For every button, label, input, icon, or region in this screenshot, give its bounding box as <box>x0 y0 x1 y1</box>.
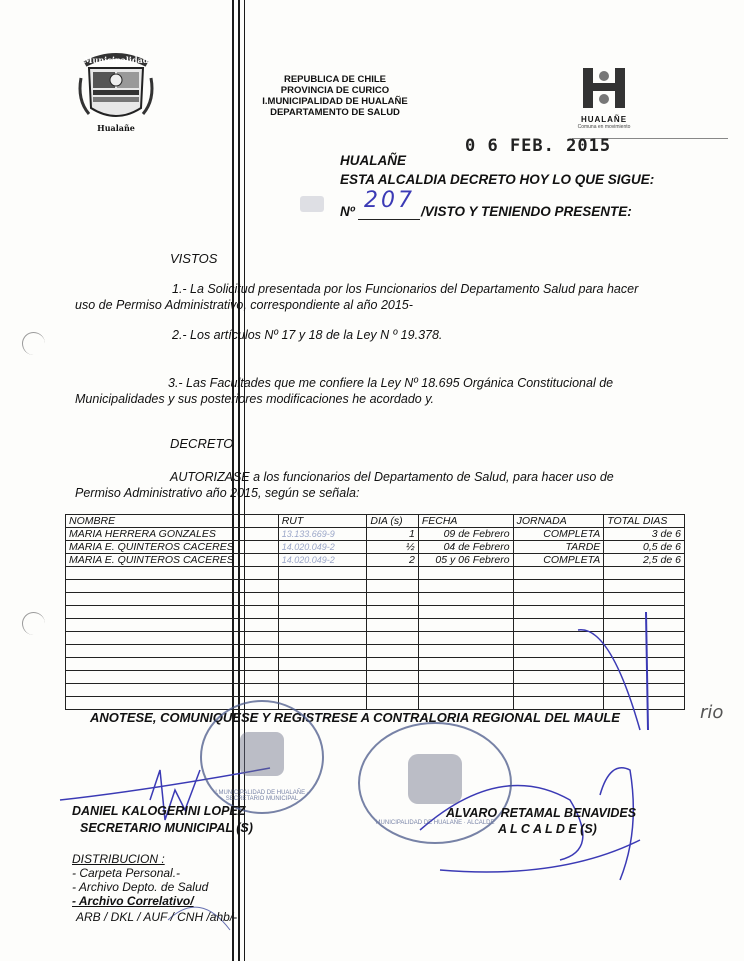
decree-intro: ESTA ALCALDIA DECRETO HOY LO QUE SIGUE: <box>340 172 655 187</box>
received-date-stamp: 0 6 FEB. 2015 <box>465 136 612 156</box>
vistos-p2: 2.- Los artículos Nº 17 y 18 de la Ley N º 19.378. <box>172 328 443 342</box>
brand-logo-tagline: Comuna en movimiento <box>577 124 631 130</box>
header-line: REPUBLICA DE CHILE <box>283 74 387 85</box>
mayor-seal <box>358 722 512 844</box>
table-header: FECHA <box>418 515 513 528</box>
cell-date: 09 de Febrero <box>418 528 513 541</box>
header-line: DEPARTAMENTO DE SALUD <box>270 107 400 118</box>
decreto-line2: Permiso Administrativo año 2015, según se señala: <box>75 486 360 500</box>
table-header: TOTAL DIAS <box>604 515 685 528</box>
seal-emblem <box>240 732 284 776</box>
brand-logo-name: HUALAÑE <box>580 115 628 124</box>
cell-total: 0,5 de 6 <box>604 541 685 554</box>
cell-total: 3 de 6 <box>604 528 685 541</box>
header-line: PROVINCIA DE CURICO <box>280 85 390 96</box>
cell-rut: 14.020.049-2 <box>278 554 367 567</box>
coat-bottom-text: Hualañe <box>97 123 135 133</box>
cell-shift: COMPLETA <box>513 528 604 541</box>
decree-visto: /VISTO Y TENIENDO PRESENTE: <box>421 204 632 219</box>
decreto-line1: AUTORIZASE a los funcionarios del Departamento de Salud, para hacer uso de <box>170 470 614 484</box>
vistos-p1-line1: 1.- La Solicitud presentada por los Funcionarios del Departamento Salud para hacer <box>172 282 639 296</box>
punch-hole-mark <box>22 612 45 635</box>
cell-total: 2,5 de 6 <box>604 554 685 567</box>
decreto-heading: DECRETO <box>170 436 234 451</box>
mayor-title: A L C A L D E (S) <box>498 822 597 836</box>
cell-date: 05 y 06 Febrero <box>418 554 513 567</box>
distribution-item: - Archivo Correlativo/ <box>72 894 194 908</box>
vistos-heading: VISTOS <box>170 251 218 266</box>
cell-name: MARIA E. QUINTEROS CACERES <box>66 541 279 554</box>
decree-place: HUALAÑE <box>340 153 406 168</box>
secretary-seal <box>200 700 324 814</box>
table-header: DIA (s) <box>367 515 418 528</box>
seal-emblem <box>408 754 462 804</box>
mayor-name: ALVARO RETAMAL BENAVIDES <box>446 806 637 820</box>
secretary-seal-text: I.MUNICIPALIDAD DE HUALAÑE · SECRETARIO MUNICIPAL <box>215 790 309 802</box>
cell-days: 1 <box>367 528 418 541</box>
decree-number-handwritten: 207 <box>364 188 415 213</box>
cell-shift: TARDE <box>513 541 604 554</box>
vistos-p3-line2: Municipalidades y sus posteriores modificaciones he acordado y. <box>75 392 434 406</box>
distribution-heading: DISTRIBUCION : <box>72 852 165 866</box>
cell-name: MARIA HERRERA GONZALES <box>66 528 279 541</box>
distribution-item: - Archivo Depto. de Salud <box>72 880 209 894</box>
table-header: JORNADA <box>513 515 604 528</box>
cell-name: MARIA E. QUINTEROS CACERES <box>66 554 279 567</box>
vistos-p3-line1: 3.- Las Facultades que me confiere la Ley Nº 18.695 Orgánica Constitucional de <box>168 376 614 390</box>
cell-rut: 14.020.049-2 <box>278 541 367 554</box>
coat-top-text: Municipalidad <box>83 55 149 65</box>
table-header: RUT <box>278 515 367 528</box>
cell-days: 2 <box>367 554 418 567</box>
margin-handwritten-note: rio <box>700 702 724 723</box>
distribution-item: - Carpeta Personal.- <box>72 866 181 880</box>
mayor-seal-text: MUNICIPALIDAD DE HUALAÑE · ALCALDE <box>375 820 495 826</box>
vistos-p1-line2: uso de Permiso Administrativo, correspondiente al año 2015- <box>75 298 413 312</box>
cell-date: 04 de Febrero <box>418 541 513 554</box>
distribution-initials: ARB / DKL / AUF / CNH /ahb/- <box>76 910 238 924</box>
cell-days: ½ <box>367 541 418 554</box>
table-header: NOMBRE <box>66 515 279 528</box>
decree-number-prefix: Nº <box>340 204 355 219</box>
closing-statement: ANOTESE, COMUNIQUESE Y REGISTRESE A CONTRALORIA REGIONAL DEL MAULE <box>90 710 620 725</box>
cell-shift: COMPLETA <box>513 554 604 567</box>
secretary-title: SECRETARIO MUNICIPAL (S) <box>80 821 253 835</box>
secretary-name: DANIEL KALOGERINI LOPEZ <box>72 804 246 818</box>
cell-rut: 13.133.669-9 <box>278 528 367 541</box>
header-line: I.MUNICIPALIDAD DE HUALAÑE <box>262 96 408 107</box>
punch-hole-mark <box>22 332 45 355</box>
